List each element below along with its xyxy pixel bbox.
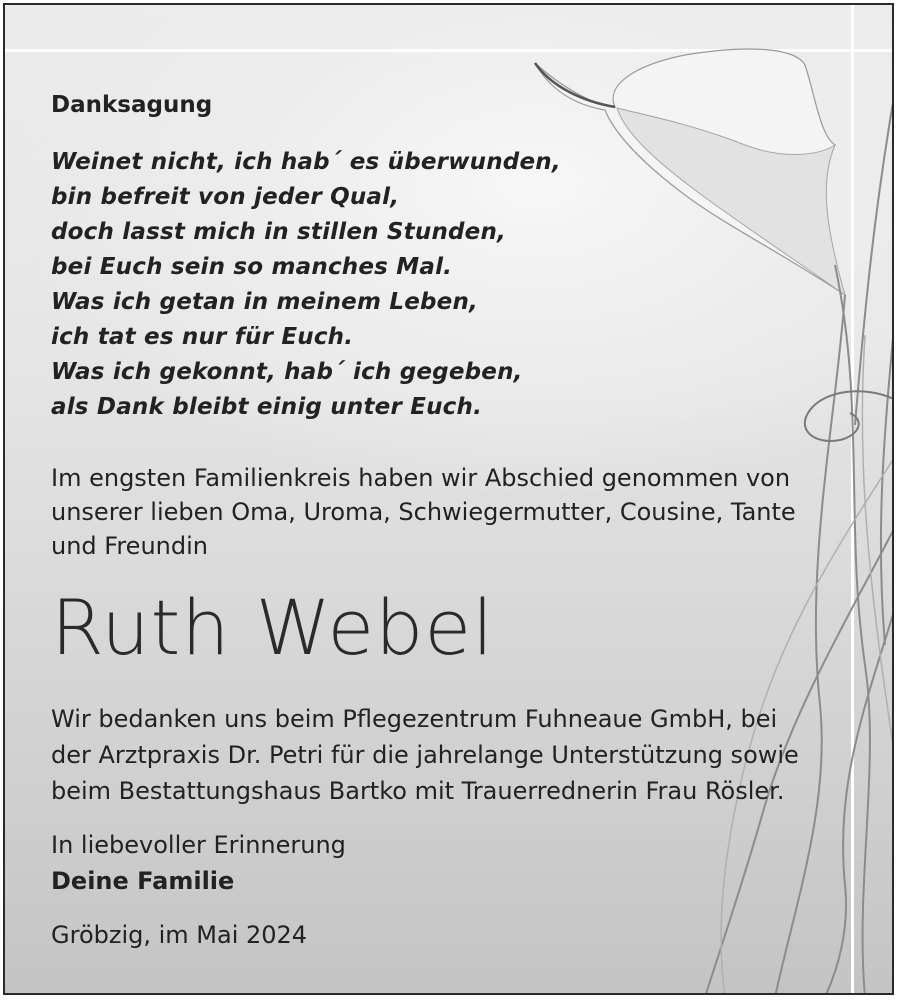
- obituary-card: [3, 3, 894, 995]
- poem-line: bei Euch sein so manches Mal.: [51, 254, 453, 280]
- thanks-line: beim Bestattungshaus Bartko mit Trauerrednerin Frau Rösler.: [51, 777, 785, 805]
- poem-line: als Dank bleibt einig unter Euch.: [51, 394, 483, 420]
- poem-line: doch lasst mich in stillen Stunden,: [51, 219, 506, 245]
- signature: Deine Familie: [51, 867, 235, 895]
- thanks-line: Wir bedanken uns beim Pflegezentrum Fuhneaue GmbH, bei: [51, 705, 778, 733]
- stem-curl: [805, 391, 894, 441]
- thanks-text: [51, 701, 799, 809]
- heading: Danksagung: [51, 92, 213, 118]
- thanks-line: der Arztpraxis Dr. Petri für die jahrelange Unterstützung sowie: [51, 741, 799, 769]
- poem-line: ich tat es nur für Euch.: [51, 324, 354, 350]
- poem-line: Weinet nicht, ich hab´ es überwunden,: [51, 149, 561, 175]
- closing: [51, 827, 346, 899]
- poem-line: Was ich gekonnt, hab´ ich gegeben,: [51, 359, 523, 385]
- closing-line: In liebevoller Erinnerung: [51, 831, 346, 859]
- intro-text: [51, 461, 831, 563]
- place-date: Gröbzig, im Mai 2024: [51, 921, 308, 949]
- poem-line: bin befreit von jeder Qual,: [51, 184, 400, 210]
- poem: [51, 145, 561, 425]
- intro-line: unserer lieben Oma, Uroma, Schwiegermutter, Cousine, Tante: [51, 498, 796, 526]
- intro-line: Im engsten Familienkreis haben wir Abschied genommen von: [51, 464, 791, 492]
- lily-stems-light: [721, 335, 894, 995]
- deceased-name: Ruth Webel: [51, 583, 495, 672]
- poem-line: Was ich getan in meinem Leben,: [51, 289, 478, 315]
- intro-line: und Freundin: [51, 532, 208, 560]
